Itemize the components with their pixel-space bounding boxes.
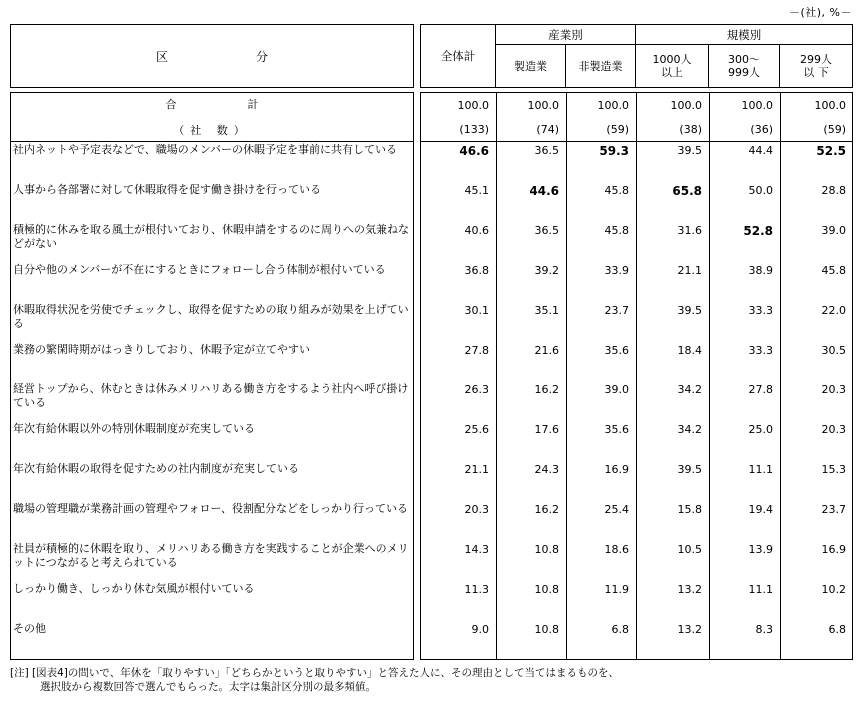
value-cell: 14.3 [464,543,489,556]
row-label: 業務の繁閑時期がはっきりしており、休暇予定が立てやすい [13,342,310,356]
value-cell: 19.4 [748,503,773,517]
value-cell: 30.5 [821,343,846,357]
value-cell: 21.1 [677,263,702,277]
row-label: 年次有給休暇の取得を促すための社内制度が充実している [13,462,299,476]
value-cell: 100.0 [670,99,702,112]
value-cell: 45.1 [464,183,489,197]
header-subcolumn: 1000人 以上 [636,45,709,87]
value-cell: 20.3 [821,423,846,437]
value-cell: 33.3 [748,343,773,357]
value-cell: 52.8 [743,223,773,238]
header-division-cell [10,24,414,88]
value-cell: 15.8 [677,503,702,517]
value-cell: 39.5 [677,144,702,157]
row-label: 職場の管理職が業務計画の管理やフォロー、役割配分などをしっかり行っている [13,502,409,516]
value-cell: 13.9 [748,543,773,556]
value-cell: 39.0 [821,223,846,237]
row-label: 自分や他のメンバーが不在にするときにフォローし合う体制が根付いている [13,262,386,276]
header-subcolumn: 300～ 999人 [709,45,780,87]
footnote-line1: [注] [図表4]の問いで、年休を「取りやすい」「どちらかというと取りやすい」と答えた人に、その理由として当てはまるものを、 [10,667,619,679]
value-cell: 100.0 [457,99,489,112]
column-divider [709,93,710,659]
value-cell: 100.0 [597,99,629,112]
value-cell: 27.8 [464,343,489,357]
value-cell: 13.2 [677,622,702,636]
value-cell: 20.3 [464,503,489,517]
value-cell: 6.8 [828,622,846,636]
value-cell: 44.4 [748,144,773,157]
value-cell: 11.1 [748,463,773,477]
column-divider [566,93,567,659]
value-cell: 11.3 [464,582,489,596]
row-label: 年次有給休暇以外の特別休暇制度が充実している [13,422,255,436]
value-cell: 35.1 [534,303,559,317]
row-label: 積極的に休みを取る風土が根付いており、休暇申請をするのに周りへの気兼ねなどがない [13,222,409,250]
value-cell: 35.6 [604,423,629,437]
value-cell: 39.5 [677,463,702,477]
header-total-label: 全体計 [421,25,496,87]
count-label: （社 数） [173,124,251,137]
value-cell: 33.3 [748,303,773,317]
value-cell: 39.5 [677,303,702,317]
value-cell: 100.0 [741,99,773,112]
header-columns [420,24,853,88]
value-cell: 23.7 [821,503,846,517]
value-cell: 33.9 [604,263,629,277]
value-cell: 36.5 [534,144,559,157]
header-subcolumn: 非製造業 [566,45,636,87]
value-cell: 11.1 [748,582,773,596]
value-cell: 15.3 [821,463,846,477]
value-cell: 45.8 [604,183,629,197]
value-cell: 31.6 [677,223,702,237]
value-cell: 16.2 [534,503,559,517]
value-cell: 40.6 [464,223,489,237]
value-cell: 18.4 [677,343,702,357]
value-cell: (59) [606,123,629,136]
header-subcolumn: 299人 以 下 [800,53,832,79]
row-labels-panel [10,92,414,660]
header-division-label: 区 分 [155,49,306,64]
value-cell: 22.0 [821,303,846,317]
value-cell: 100.0 [527,99,559,112]
value-cell: 30.1 [464,303,489,317]
value-cell: 21.1 [464,463,489,477]
value-cell: (133) [459,123,489,136]
value-cell: 20.3 [821,383,846,397]
row-label: その他 [13,621,46,635]
value-cell: 24.3 [534,463,559,477]
value-cell: 25.4 [604,503,629,517]
value-cell: (38) [679,123,702,136]
value-cell: 13.2 [677,582,702,596]
row-label: 経営トップから、休むときは休みメリハリある働き方をするよう社内へ呼び掛けている [13,382,409,410]
value-cell: 9.0 [471,622,489,636]
value-cell: 38.9 [748,263,773,277]
column-divider [636,93,637,659]
header-industry-group: 産業別 [496,25,636,45]
row-divider [11,141,413,142]
unit-note: －(社), %－ [788,6,852,19]
value-cell: 44.6 [529,183,559,198]
value-cell: 59.3 [599,144,629,158]
value-cell: 34.2 [677,383,702,397]
value-cell: 36.8 [464,263,489,277]
value-cell: 16.9 [821,543,846,556]
value-cell: 26.3 [464,383,489,397]
value-cell: 35.6 [604,343,629,357]
value-cell: 23.7 [604,303,629,317]
value-cell: 11.9 [604,582,629,596]
value-cell: 39.0 [604,383,629,397]
value-cell: 16.9 [604,463,629,477]
value-cell: (59) [823,123,846,136]
value-cell: 10.8 [534,582,559,596]
total-label: 合 計 [165,98,289,111]
value-cell: 34.2 [677,423,702,437]
column-divider [496,93,497,659]
row-label: 社内ネットや予定表などで、職場のメンバーの休暇予定を事前に共有している [13,143,398,156]
value-cell: 16.2 [534,383,559,397]
value-cell: 6.8 [611,622,629,636]
row-label: 休暇取得状況を労使でチェックし、取得を促すための取り組みが効果を上げている [13,302,409,330]
value-cell: 25.0 [748,423,773,437]
values-panel [420,92,853,660]
value-cell: 21.6 [534,343,559,357]
footnote-line2: 選択肢から複数回答で選んでもらった。太字は集計区分別の最多頻値。 [40,681,376,693]
value-cell: 10.2 [821,582,846,596]
value-cell: 50.0 [748,183,773,197]
value-cell: 10.8 [534,622,559,636]
value-cell: 8.3 [755,622,773,636]
footnote [10,666,619,694]
row-label: 社員が積極的に休暇を取り、メリハリある働き方を実践することが企業へのメリットにつながると考えられている [13,542,409,569]
header-size-group: 規模別 [636,25,852,45]
value-cell: 10.5 [677,543,702,556]
value-cell: 39.2 [534,263,559,277]
header-subcolumn: 製造業 [496,45,566,87]
value-cell: 100.0 [814,99,846,112]
value-cell: 36.5 [534,223,559,237]
value-cell: 28.8 [821,183,846,197]
row-label: しっかり働き、しっかり休む気風が根付いている [13,581,255,595]
row-label: 人事から各部署に対して休暇取得を促す働き掛けを行っている [13,182,321,196]
value-cell: 45.8 [604,223,629,237]
value-cell: (36) [750,123,773,136]
value-cell: 52.5 [816,144,846,158]
value-cell: 17.6 [534,423,559,437]
value-cell: 46.6 [459,144,489,158]
column-divider [780,93,781,659]
value-cell: 10.8 [534,543,559,556]
value-cell: 18.6 [604,543,629,556]
value-cell: 45.8 [821,263,846,277]
value-cell: 65.8 [672,183,702,198]
value-cell: 27.8 [748,383,773,397]
value-cell: 25.6 [464,423,489,437]
value-cell: (74) [536,123,559,136]
